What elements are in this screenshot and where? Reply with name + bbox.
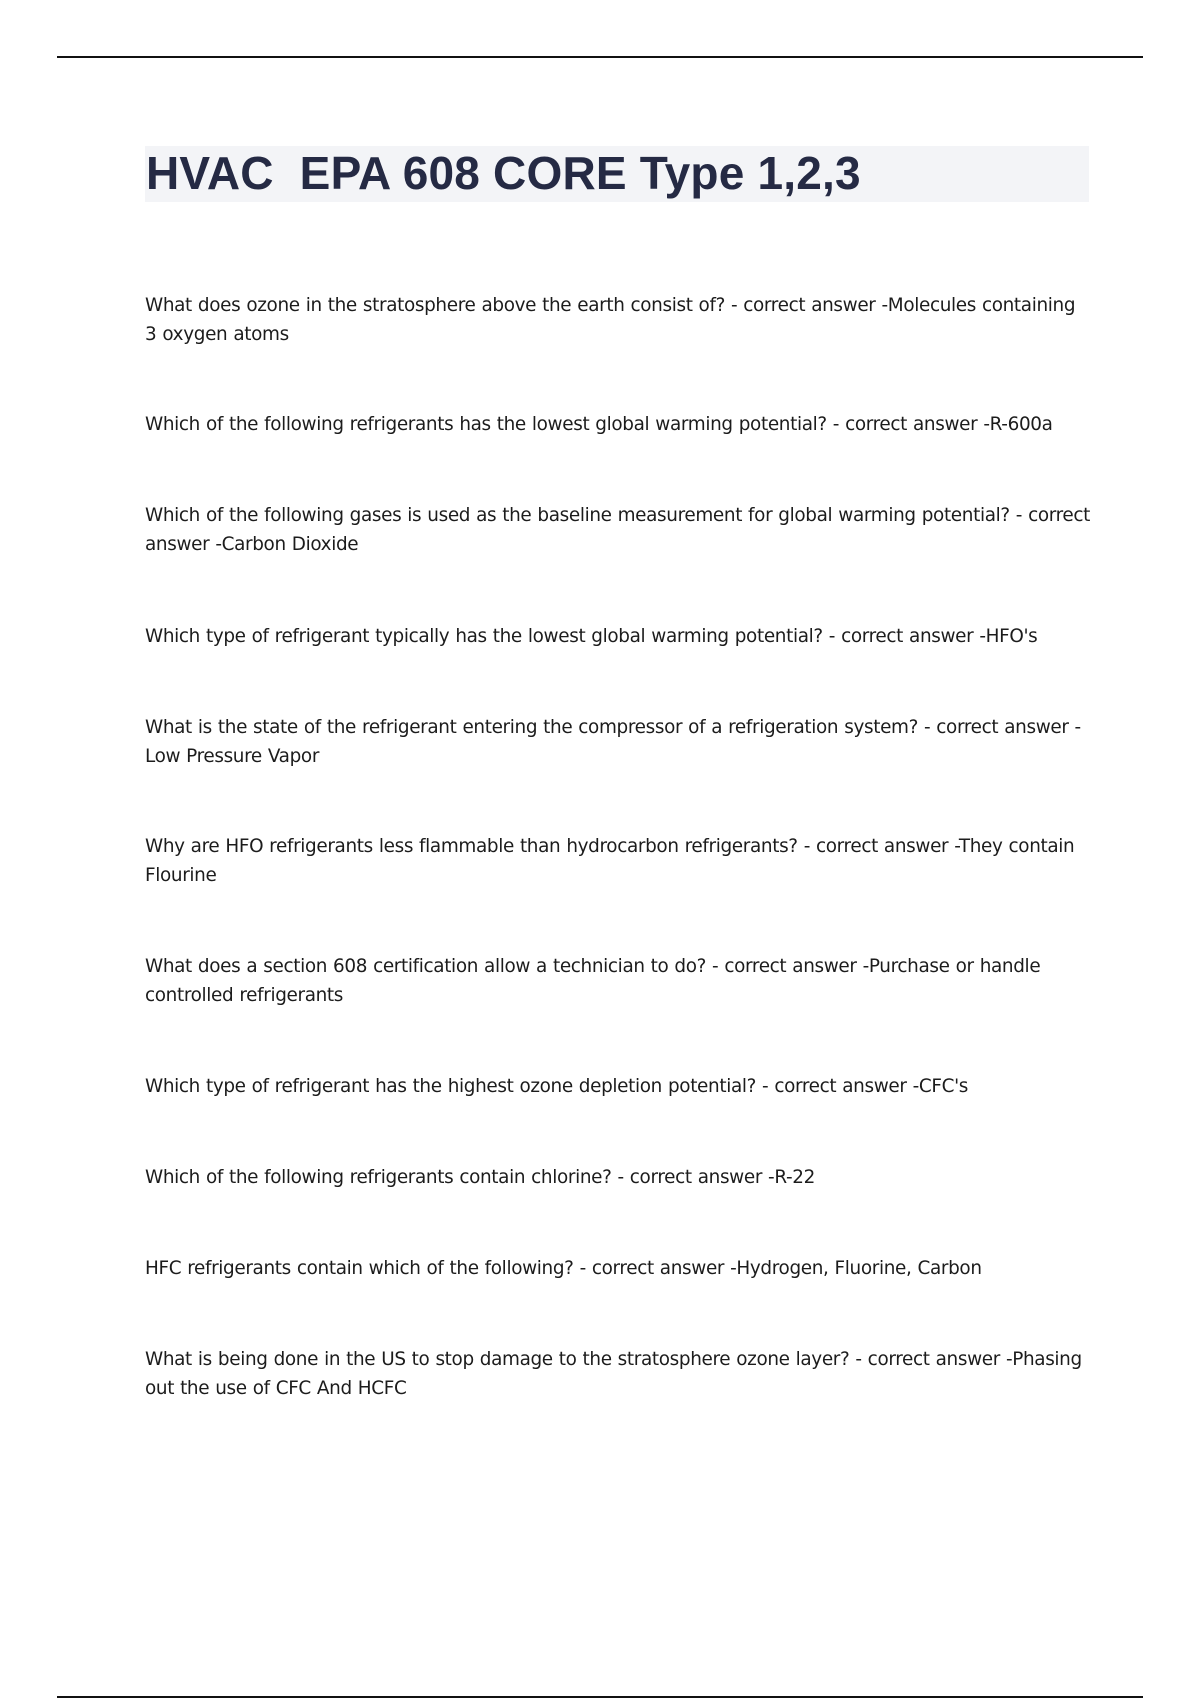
question-item-9: Which of the following refrigerants contain chlorine? - correct answer -R-22	[145, 1167, 815, 1188]
question-item-3: Which of the following gases is used as the baseline measurement for global warming potential? - correct answer -Carbon Dioxide	[145, 505, 1091, 555]
question-item-4: Which type of refrigerant typically has the lowest global warming potential? - correct answer -HFO's	[145, 626, 1038, 647]
page-title: HVAC EPA 608 CORE Type 1,2,3	[146, 147, 861, 199]
question-item-5: What is the state of the refrigerant entering the compressor of a refrigeration system? - correct answer - Low Pressure Vapor	[145, 717, 1081, 767]
question-item-1: What does ozone in the stratosphere above the earth consist of? - correct answer -Molecules containing 3 oxygen atoms	[145, 295, 1076, 345]
bottom-rule	[57, 1696, 1143, 1698]
question-item-6: Why are HFO refrigerants less flammable than hydrocarbon refrigerants? - correct answer -They contain Flourine	[145, 836, 1075, 886]
question-item-10: HFC refrigerants contain which of the following? - correct answer -Hydrogen, Fluorine, Carbon	[145, 1258, 982, 1279]
top-rule	[57, 56, 1143, 58]
question-item-11: What is being done in the US to stop damage to the stratosphere ozone layer? - correct answer -Phasing out the use of CFC And HCFC	[145, 1349, 1082, 1399]
question-item-2: Which of the following refrigerants has the lowest global warming potential? - correct answer -R-600a	[145, 414, 1053, 435]
question-item-8: Which type of refrigerant has the highest ozone depletion potential? - correct answer -CFC's	[145, 1076, 969, 1097]
question-item-7: What does a section 608 certification allow a technician to do? - correct answer -Purchase or handle controlled refrigerants	[145, 956, 1041, 1006]
